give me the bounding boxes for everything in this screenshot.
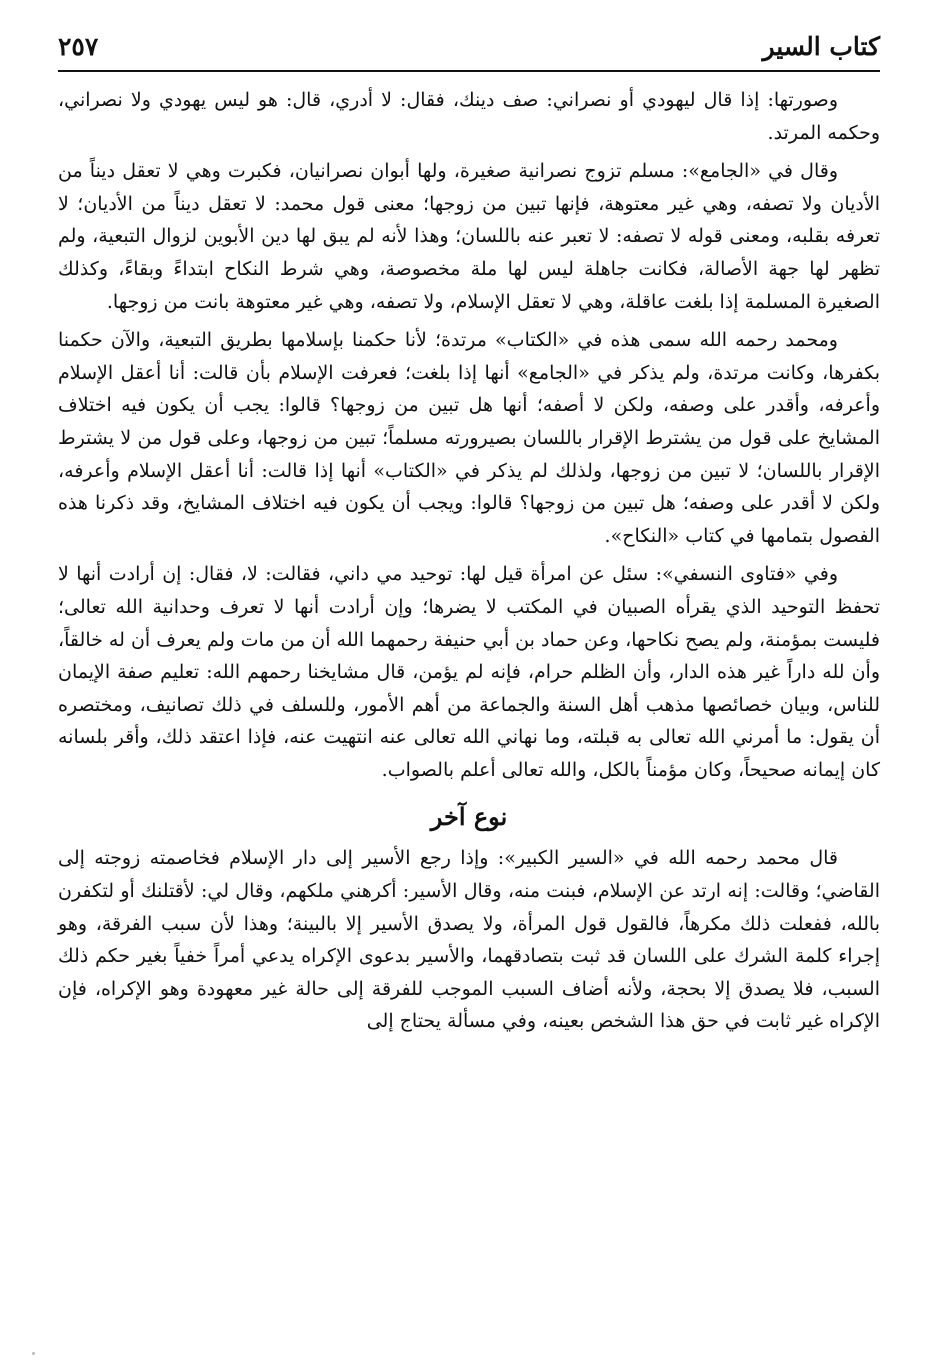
paragraph: وقال في «الجامع»: مسلم تزوج نصرانية صغيرة، ولها أبوان نصرانيان، فكبرت وهي لا تعقل ديناً من الأديان ولا تصفه، وهي غير معتوهة، فإنها تبين من زوجها؛ معنى قول محمد: لا تعقل ديناً من الأديان؛ لا تعرفه بقلبه، ومعنى قوله لا تصفه: لا تعبر عنه باللسان؛ وهذا لأنه لم يبق لها دين الأبوين لزوال التبعية، ولم تظهر لها جهة الأصالة، فكانت جاهلة ليس لها ملة مخصوصة، وهي شرط النكاح ابتداءً وبقاءً، وكذلك الصغيرة المسلمة إذا بلغت عاقلة، وهي لا تعقل الإسلام، ولا تصفه، وهي غير معتوهة بانت من زوجها.: [58, 160, 880, 313]
running-title: كتاب السير: [762, 31, 880, 61]
paragraph: وفي «فتاوى النسفي»: سئل عن امرأة قيل لها: توحيد مي داني، فقالت: لا، فقال: إن أرادت أنها لا تحفظ التوحيد الذي يقرأه الصبيان في المكتب لا يضرها؛ وإن أرادت أنها لا تعرف وحدانية الله تعالى؛ فليست بمؤمنة، ولم يصح نكاحها، وعن حماد بن أبي حنيفة رحمهما الله أن من مات ولم يعرف أن له خالقاً، وأن لله داراً غير هذه الدار، وأن الظلم حرام، فإنه لم يؤمن، قال مشايخنا رحمهم الله: تعليم صفة الإيمان للناس، وبيان خصائصها مذهب أهل السنة والجماعة من أهم الأمور، وللسلف في ذلك تصانيف، ومختصره أن يقول: ما أمرني الله تعالى به قبلته، وما نهاني الله تعالى عنه انتهيت عنه، فإذا اعتقد ذلك، وأقر بلسانه كان إيمانه صحيحاً، وكان مؤمناً بالكل، والله تعالى أعلم بالصواب.: [58, 563, 880, 781]
page-header: [58, 22, 880, 70]
scan-speck: [32, 1352, 35, 1355]
page-body: [58, 84, 880, 1038]
paragraph: قال محمد رحمه الله في «السير الكبير»: وإذا رجع الأسير إلى دار الإسلام فخاصمته زوجته إلى القاضي؛ وقالت: إنه ارتد عن الإسلام، فبنت منه، وقال الأسير: أكرهني ملكهم، وقال لي: لأقتلنك أو لتكفرن بالله، ففعلت ذلك مكرهاً، فالقول قول المرأة، ولا يصدق الأسير إلا بالبينة؛ وهذا لأن سبب الفرقة، وهو إجراء كلمة الشرك على اللسان قد ثبت بتصادقهما، والأسير بدعوى الإكراه يدعي أمراً خفياً بغير حكم ذلك السبب، فلا يصدق إلا بحجة، ولأنه أضاف السبب الموجب للفرقة إلى حالة غير معهودة وهو الإكراه، فإن الإكراه غير ثابت في حق هذا الشخص بعينه، وفي مسألة يحتاج إلى: [58, 847, 880, 1033]
header-rule: [58, 70, 880, 72]
page-number: ٢٥٧: [58, 31, 99, 61]
paragraph: وصورتها: إذا قال ليهودي أو نصراني: صف دينك، فقال: لا أدري، قال: هو ليس يهودي ولا نصراني، وحكمه المرتد.: [58, 89, 880, 144]
paragraph: ومحمد رحمه الله سمى هذه في «الكتاب» مرتدة؛ لأنا حكمنا بإسلامها بطريق التبعية، والآن حكمنا بكفرها، وكانت مرتدة، ولم يذكر في «الجامع» أنها إذا بلغت؛ فعرفت الإسلام بأن قالت: أنا أعقل الإسلام وأعرفه، وأقدر على وصفه، ولكن لا أصفه؛ أنها هل تبين من زوجها؟ قالوا: يجب أن يكون فيه اختلاف المشايخ على قول من يشترط الإقرار باللسان بصيرورته مسلماً؛ تبين من زوجها، وعلى قول من لا يشترط الإقرار باللسان؛ لا تبين من زوجها، ولذلك لم يذكر في «الكتاب» أنها إذا قالت: أنا أعقل الإسلام وأعرفه، ولكن لا أقدر على وصفه؛ هل تبين من زوجها؟ قالوا: ويجب أن يكون فيه اختلاف المشايخ، وقد ذكرنا هذه الفصول بتمامها في كتاب «النكاح».: [58, 329, 880, 547]
section-heading: نوع آخر: [430, 802, 508, 832]
